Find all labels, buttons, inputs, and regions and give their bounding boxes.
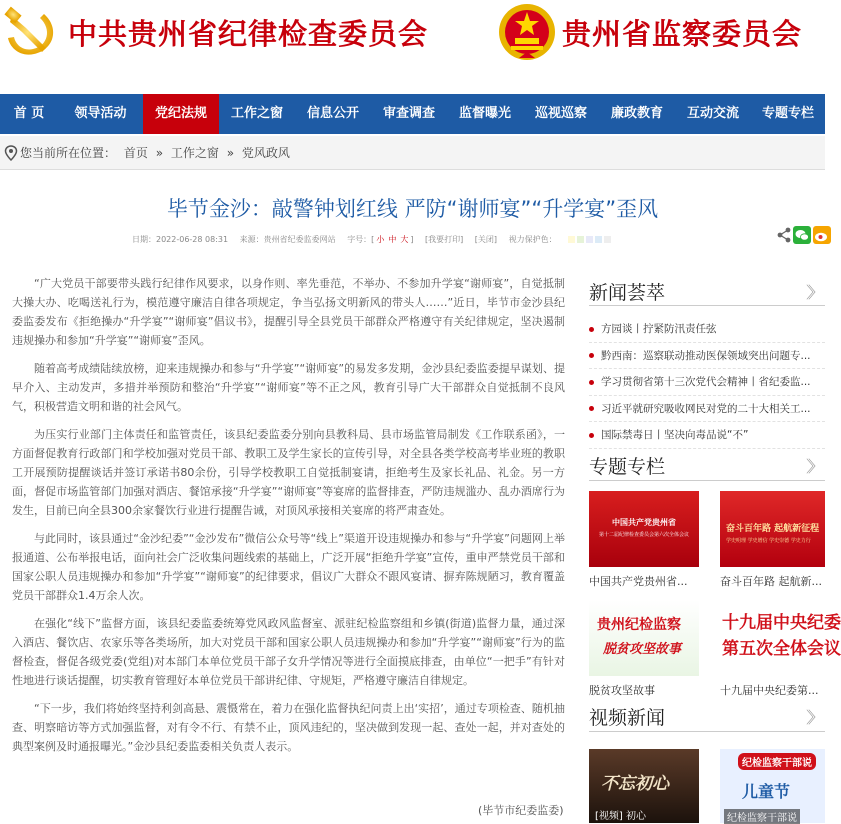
thumb-title: 不忘初心 — [601, 774, 669, 794]
news-list — [589, 316, 825, 449]
nav-item-home[interactable]: 首 页 — [13, 106, 45, 121]
special-thumb-poverty-stories[interactable] — [589, 600, 699, 676]
special-more-icon[interactable]: 〉〉 — [806, 457, 819, 476]
color-swatch-gray[interactable] — [604, 236, 611, 243]
thumb-title: 奋斗百年路 起航新征程 — [726, 524, 820, 534]
article-paragraph: 在强化“线下”监督方面，该县纪委监委统筹党风政风监督室、派驻纪检监察组和乡镇(街道)监督力量，通过深入酒店、餐饮店、农家乐等各类场所，加大对党员干部和国家公职人员违规操办和参加“升学宴”“谢师宴”行为的监督检查，督促各级党委(党组)对本部门本单位党员干部子女升学情况等进行全面摸底排查，由单位“一把手”有针对性地进行谈话提醒，切实教育管理好本单位党员干部讲纪律、守规矩，严格遵守廉洁自律规定。 — [12, 617, 565, 687]
site-header — [0, 0, 825, 82]
video-thumb-initial-heart[interactable] — [589, 749, 699, 823]
article-title: 毕节金沙：敲警钟划红线 严防“谢师宴”“升学宴”歪风 — [166, 197, 659, 221]
nav-item-exposure[interactable]: 监督曝光 — [458, 106, 511, 121]
font-size-label: 字号：[ — [347, 235, 375, 244]
article-source: 来源：贵州省纪委监委网站 — [239, 235, 336, 244]
breadcrumb-work-window-link[interactable]: 工作之窗 — [170, 146, 219, 160]
nav-item-inspection[interactable]: 巡视巡察 — [534, 106, 587, 121]
font-size-control — [347, 235, 413, 244]
hammer-sickle-icon — [2, 4, 60, 62]
nav-item-special-topics[interactable]: 专题专栏 — [761, 106, 814, 121]
divider — [589, 480, 825, 481]
video-caption[interactable]: 纪检监察干部说 — [724, 809, 800, 824]
color-swatch-purple[interactable] — [586, 236, 593, 243]
article-paragraph: 为压实行业部门主体责任和监管责任，该县纪委监委分别向县教科局、县市场监管局制发《工作联系函》，一方面督促教育行政部门和学校加强对党员干部、教职工及学生家长的宣传引导，对全县各类学校高考毕业班的教职工开展预防提醒谈话并签订承诺书80余份，引导学校教职工自觉抵制宴请，拒绝考生及家长礼品、礼金。另一方面，督促市场监管部门加强对酒店、餐馆承接“升学宴”“谢师宴”等宴席的监督排查，严防违规滥办、乱办酒席行为发生，目前已向全县300余家餐饮行业进行提醒告诫，对顶风承接相关宴席的将严肃查处。 — [12, 428, 565, 517]
article-body — [12, 274, 565, 765]
breadcrumb-current-link[interactable]: 党风政风 — [241, 146, 290, 160]
close-link[interactable]: [关闭] — [474, 235, 498, 244]
color-swatch-yellow[interactable] — [568, 236, 575, 243]
article-paragraph: 与此同时，该县通过“金沙纪委”“金沙发布”微信公众号等“线上”渠道开设违规操办和参与“升学宴”问题网上举报通道、公布举报电话，面向社会广泛收集问题线索的基础上，广泛开展“拒绝升学宴”宣传，重申严禁党员干部和国家公职人员违规操办和参加“升学宴”“谢师宴”的纪律要求，倡议广大群众不跟风宴请、摒弃陈规陋习，教育覆盖党员干部群众1.4万余人次。 — [12, 532, 565, 602]
video-caption[interactable]: [视频] 初心 — [595, 811, 646, 822]
divider — [589, 731, 825, 732]
share-icon[interactable] — [776, 226, 792, 244]
thumb-title: 儿童节 — [742, 782, 791, 801]
news-item[interactable]: 习近平就研究吸收网民对党的二十大相关工... — [589, 396, 825, 423]
special-section-title[interactable]: 专题专栏 — [589, 456, 666, 478]
site-name-discipline-commission[interactable]: 中共贵州省纪律检查委员会 — [68, 17, 429, 51]
breadcrumb-home-link[interactable]: 首页 — [123, 146, 148, 160]
site-name-supervision-commission[interactable]: 贵州省监察委员会 — [562, 17, 803, 51]
color-swatch-blue[interactable] — [595, 236, 602, 243]
print-link[interactable]: [我要打印] — [424, 235, 464, 244]
thumb-subtitle: 第十二届纪律检查委员会第六次全体会议 — [598, 532, 689, 538]
video-thumb-childrens-day[interactable] — [720, 749, 825, 823]
thumb-subtitle: 学史明理 学史增信 学史崇德 学史力行 — [726, 538, 811, 544]
weibo-icon[interactable] — [813, 226, 831, 244]
article-paragraph: “下一步，我们将始终坚持利剑高悬、震慑常在，着力在强化监督执纪问责上出‘实招’，通过专项检查、随机抽查、明察暗访等方式加强监督，对有令不行、有禁不止，顶风违纪的，坚决做到发现一起、查处一起，并对查处的典型案例及时通报曝光。”金沙县纪委监委相关负责人表示。 — [12, 702, 565, 753]
article-date: 日期：2022-06-28 08:31 — [132, 235, 229, 244]
wechat-icon[interactable] — [793, 226, 811, 244]
news-more-icon[interactable]: 〉〉 — [806, 283, 819, 302]
divider — [589, 305, 825, 306]
nav-item-interaction[interactable]: 互动交流 — [686, 106, 739, 121]
font-size-large[interactable]: 大 — [400, 235, 409, 244]
thumb-title: 贵州纪检监察 — [597, 617, 681, 633]
special-caption[interactable]: 十九届中央纪委第... — [720, 684, 819, 697]
special-thumb-central-plenary[interactable] — [720, 600, 841, 676]
video-more-icon[interactable]: 〉〉 — [806, 708, 819, 727]
nav-item-leadership[interactable]: 领导活动 — [74, 106, 127, 121]
nav-item-work-window[interactable]: 工作之窗 — [230, 106, 283, 121]
font-size-medium[interactable]: 中 — [388, 235, 397, 244]
news-item[interactable]: 方园谈丨拧紧防汛责任弦 — [589, 316, 825, 343]
thumb-banner: 纪检监察干部说 — [738, 753, 816, 770]
color-swatch-green[interactable] — [577, 236, 584, 243]
news-item[interactable]: 国际禁毒日丨坚决向毒品说“不” — [589, 422, 825, 449]
nav-item-regulations[interactable]: 党纪法规 — [143, 94, 219, 134]
breadcrumb-separator: » — [155, 146, 164, 160]
news-item[interactable]: 学习贯彻省第十三次党代会精神丨省纪委监... — [589, 369, 825, 396]
nav-item-education[interactable]: 廉政教育 — [610, 106, 663, 121]
special-thumb-centenary[interactable] — [720, 491, 825, 567]
thumb-title: 中国共产党贵州省 — [612, 518, 676, 527]
main-nav — [0, 94, 825, 134]
thumb-subtitle: 第五次全体会议 — [722, 639, 841, 659]
thumb-title: 十九届中央纪委 — [722, 613, 841, 633]
font-size-small[interactable]: 小 — [376, 235, 385, 244]
news-item[interactable]: 黔西南：巡察联动推动医保领域突出问题专... — [589, 343, 825, 370]
video-section-title[interactable]: 视频新闻 — [589, 707, 666, 729]
article-meta — [132, 234, 613, 245]
breadcrumb — [0, 136, 825, 170]
article-paragraph: “广大党员干部要带头践行纪律作风要求，以身作则、率先垂范，不举办、不参加升学宴“谢师宴”，自觉抵制大操大办、吃喝送礼行为，模范遵守廉洁自律各项规定，争当弘扬文明新风的带头人……”近日，毕节市金沙县纪委监委发布《拒绝操办“升学宴”“谢师宴”倡议书》，提醒引导全县党员干部群众严格遵守有关纪律规定，坚决遏制违规操办和参加“升学宴”“谢师宴”歪风。 — [12, 277, 565, 347]
special-caption[interactable]: 奋斗百年路 起航新... — [720, 575, 822, 588]
article-signature: (毕节市纪委监委) — [478, 804, 564, 817]
special-caption[interactable]: 脱贫攻坚故事 — [589, 684, 655, 697]
special-thumb-party-plenary[interactable] — [589, 491, 699, 567]
font-size-end: ] — [410, 235, 414, 244]
location-pin-icon — [4, 145, 18, 161]
breadcrumb-separator: » — [226, 146, 235, 160]
eye-protection-label: 视力保护色： — [508, 235, 557, 244]
breadcrumb-prefix: 您当前所在位置： — [20, 146, 117, 160]
article-paragraph: 随着高考成绩陆续放榜，迎来违规操办和参与“升学宴”“谢师宴”的易发多发期，金沙县纪委监委提早谋划、提早介入、主动发声，多措并举预防和整治“升学宴”“谢师宴”等不正之风，教育引导广大干部群众自觉抵制不良风气，积极营造文明和谐的社会风气。 — [12, 362, 565, 413]
thumb-subtitle: 脱贫攻坚故事 — [603, 642, 682, 657]
nav-item-investigation[interactable]: 审查调查 — [382, 106, 435, 121]
news-section-title[interactable]: 新闻荟萃 — [589, 282, 666, 304]
nav-item-info-disclosure[interactable]: 信息公开 — [306, 106, 359, 121]
special-caption[interactable]: 中国共产党贵州省... — [589, 575, 688, 588]
national-emblem-icon — [497, 2, 557, 64]
